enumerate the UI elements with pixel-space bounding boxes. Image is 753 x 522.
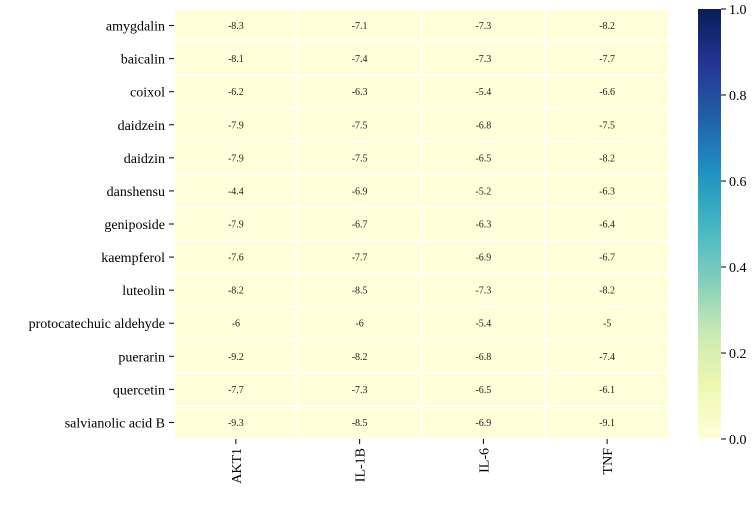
row-label: kaempferol xyxy=(101,251,165,267)
column-label: IL-1B xyxy=(353,448,369,483)
column-labels xyxy=(230,439,616,484)
colorbar-tick-label: 0.2 xyxy=(729,347,747,362)
cell-value-label: -8.5 xyxy=(351,285,368,297)
cell-value-label: -6.7 xyxy=(599,252,616,264)
cell-value-label: -9.3 xyxy=(227,417,244,429)
cell-value-label: -6.8 xyxy=(475,120,492,132)
colorbar-tick-label: 1.0 xyxy=(729,3,747,18)
colorbar-tick-label: 0.8 xyxy=(729,89,747,104)
cell-value-label: -7.3 xyxy=(351,384,368,396)
cell-value-label: -8.5 xyxy=(351,417,368,429)
cell-value-label: -8.2 xyxy=(227,285,244,297)
cell-value-label: -7.5 xyxy=(599,120,616,132)
cell-value-label: -6.3 xyxy=(351,87,368,99)
cell-value-label: -8.2 xyxy=(599,153,616,165)
cell-value-label: -7.3 xyxy=(475,285,492,297)
row-label: daidzin xyxy=(123,151,165,167)
column-label: TNF xyxy=(601,448,617,475)
cell-value-label: -8.2 xyxy=(351,351,368,363)
cell-value-label: -5.4 xyxy=(475,87,492,99)
cell-value-label: -7.3 xyxy=(475,21,492,33)
cell-value-label: -5 xyxy=(602,318,612,330)
cell-value-label: -9.2 xyxy=(227,351,244,363)
cell-value-label: -7.9 xyxy=(227,120,244,132)
row-label: daidzein xyxy=(117,118,165,134)
cell-value-label: -7.5 xyxy=(351,120,368,132)
cell-value-label: -7.4 xyxy=(599,351,616,363)
colorbar-tick-label: 0.0 xyxy=(729,433,747,448)
heatmap-cells xyxy=(174,9,669,439)
cell-value-label: -6 xyxy=(231,318,241,330)
row-label: puerarin xyxy=(118,350,165,366)
column-label: IL-6 xyxy=(477,448,493,473)
cell-value-label: -8.1 xyxy=(227,54,244,66)
cell-value-label: -7.1 xyxy=(351,21,368,33)
cell-value-label: -8.2 xyxy=(599,21,616,33)
cell-value-label: -9.1 xyxy=(599,417,616,429)
cell-value-label: -5.2 xyxy=(475,186,492,198)
row-label: amygdalin xyxy=(105,19,165,35)
row-label: salvianolic acid B xyxy=(64,416,165,432)
cell-value-label: -7.3 xyxy=(475,54,492,66)
cell-value-label: -6.5 xyxy=(475,153,492,165)
cell-value-label: -7.7 xyxy=(227,384,244,396)
cell-value-label: -6.3 xyxy=(475,219,492,231)
cell-value-label: -8.2 xyxy=(599,285,616,297)
cell-value-label: -8.3 xyxy=(227,21,244,33)
row-labels xyxy=(29,20,174,432)
cell-value-label: -6.2 xyxy=(227,87,244,99)
cell-value-label: -4.4 xyxy=(227,186,244,198)
cell-value-label: -7.4 xyxy=(351,54,368,66)
colorbar-tick-label: 0.4 xyxy=(729,261,747,276)
cell-value-label: -6.3 xyxy=(599,186,616,198)
row-label: protocatechuic aldehyde xyxy=(28,317,165,333)
row-label: luteolin xyxy=(122,284,165,300)
cell-value-label: -6.7 xyxy=(351,219,368,231)
cell-value-label: -5.4 xyxy=(475,318,492,330)
cell-value-label: -7.7 xyxy=(351,252,368,264)
row-label: baicalin xyxy=(120,52,165,68)
cell-value-label: -6.9 xyxy=(475,252,492,264)
column-label: AKT1 xyxy=(229,448,245,484)
cell-value-label: -6.4 xyxy=(599,219,616,231)
colorbar-gradient xyxy=(698,9,721,439)
cell-value-label: -6 xyxy=(355,318,364,330)
cell-value-label: -6.1 xyxy=(599,384,616,396)
cell-value-label: -6.6 xyxy=(599,87,616,99)
row-label: quercetin xyxy=(112,383,165,399)
cell-value-label: -6.9 xyxy=(475,417,492,429)
cell-value-label: -7.5 xyxy=(351,153,368,165)
cell-value-label: -6.8 xyxy=(475,351,492,363)
cell-value-label: -6.9 xyxy=(351,186,368,198)
cell-value-label: -7.9 xyxy=(227,153,244,165)
row-label: coixol xyxy=(130,85,165,101)
cell-value-label: -7.7 xyxy=(599,54,616,66)
colorbar-tick-label: 0.6 xyxy=(729,175,747,190)
cell-value-label: -7.6 xyxy=(227,252,244,264)
cell-value-label: -7.9 xyxy=(227,219,244,231)
colorbar xyxy=(698,3,747,448)
row-label: danshensu xyxy=(106,184,165,200)
cell-value-label: -6.5 xyxy=(475,384,492,396)
row-label: geniposide xyxy=(104,218,165,233)
